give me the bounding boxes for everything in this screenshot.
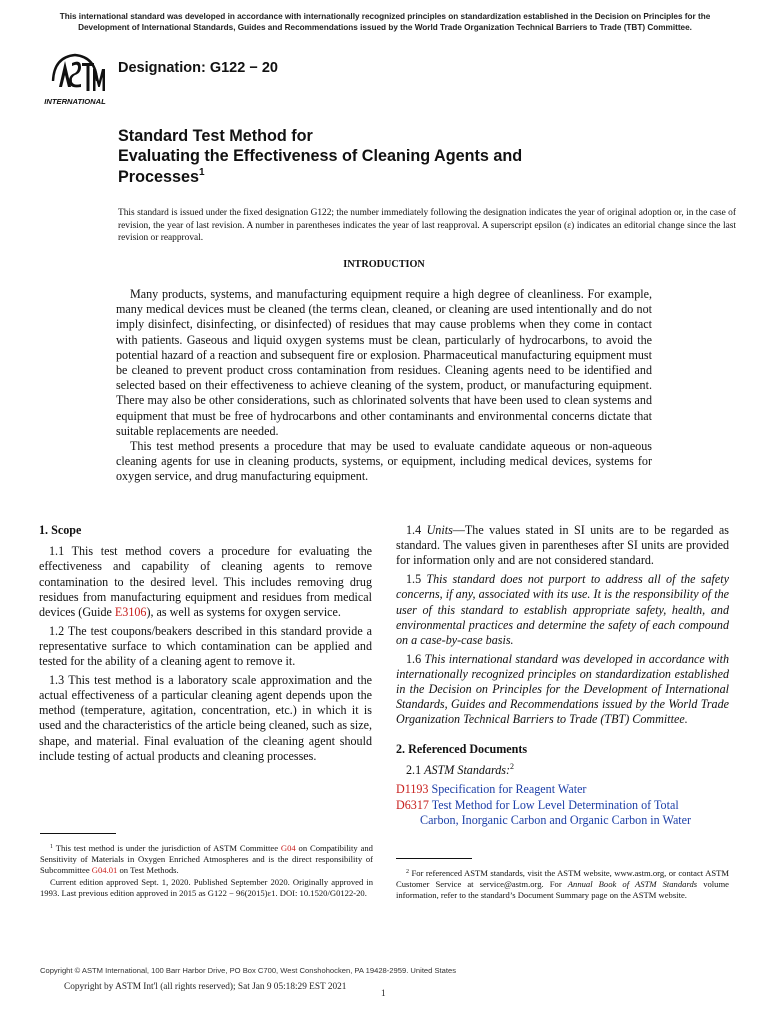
intro-paragraph: Many products, systems, and manufacturing equipment require a high degree of cleanliness. For example, many medical devices must be cleaned (the terms clean, cleaned, or cleaning are used intentionally and do not imply disinfect, disinfecting, or disinfected) of residues that may cause problems when they come in contact with patients. Gaseous and liquid oxygen systems must be clean, particularly of hydrocarbons, to avoid the potential hazard of a reaction and subsequent fire or explosion. Pharmaceutical manufacturing equipment must be cleaned to prevent product cross contamination from residues. Cleaning agents need to be identified and selected based on their effectiveness to achieve cleaning of the system, product, or manufacturing equipment. There may also be other considerations, such as chlorinated solvents that have been used to clean systems and equipment that must be free of hydrocarbons and other contaminants and environmental concerns dictate that suitable replacements are needed. (116, 287, 652, 438)
section-heading-scope: 1. Scope (39, 523, 82, 537)
reference-item[interactable] (396, 798, 729, 828)
link-g04[interactable]: G04 (280, 843, 296, 853)
astm-logo (41, 51, 109, 107)
left-column (39, 523, 372, 768)
title-line-1: Standard Test Method for (118, 127, 313, 145)
right-column (396, 523, 729, 829)
reference-code[interactable]: D1193 (396, 781, 429, 796)
astm-standards-heading: 2.1 ASTM Standards:$^2$ (406, 761, 515, 777)
reference-code[interactable]: D6317 (396, 797, 429, 812)
logo-label: INTERNATIONAL (44, 97, 106, 106)
footnote-1: $^1$ This test method is under the jurisdiction of ASTM Committee G04 on Compatibility and Sensitivity of Materials in Oxygen Enriched Atmospheres and is the direct responsibility of Subcommittee G04.01 on Test Methods. Current edition approved Sept. 1, 2020. Published September 2020. Originally approved in 1993. Last previous edition approved in 2015 as G122 − 96(2015)ε1. DOI: 10.1520/G0122-20. (40, 843, 373, 898)
document-title (118, 126, 718, 188)
reference-title-continued[interactable]: Carbon, Inorganic Carbon and Organic Carbon in Water (420, 812, 692, 827)
scope-paragraph-1-5: 1.5 This standard does not purport to address all of the safety concerns, if any, associated with its use. It is the responsibility of the user of this standard to establish appropriate safety, health, and environmental practices and determine the safety of each compound on a case-by-case basis. (396, 572, 729, 647)
title-line-3: Processes$^1$ (118, 167, 205, 186)
reference-title[interactable]: Specification for Reagent Water (428, 781, 587, 796)
introduction-text (116, 287, 652, 485)
page-number: 1 (381, 989, 386, 999)
scope-paragraph-1-1: 1.1 This test method covers a procedure for evaluating the effectiveness and capability of cleaning agents to remove contamination to the desired level. This includes removing drug residues from manufacturing equipment and residues from medical devices (Guide E3106), as well as systems for oxygen service. (39, 544, 372, 620)
issue-note: This standard is issued under the fixed designation G122; the number immediately following the designation indicates the year of original adoption or, in the case of revision, the year of last revision. A number in parentheses indicates the year of last reapproval. A superscript epsilon (ε) indicates an editorial change since the last revision or reapproval. (118, 208, 736, 243)
reference-item[interactable] (396, 782, 729, 797)
section-heading-references: 2. Referenced Documents (396, 741, 528, 756)
designation: Designation: G122 − 20 (118, 60, 278, 76)
header-notice: This international standard was developed in accordance with internationally recognized principles on standardization established in the Decision on Principles for the Development of International Standards, Guides and Recommendations issued by the World Trade Organization Technical Barriers to Trade (TBT) Committee. (59, 12, 711, 32)
link-g04-01[interactable]: G04.01 (91, 865, 118, 876)
introduction-heading: INTRODUCTION (343, 259, 425, 270)
scope-paragraph-1-6: 1.6 This international standard was developed in accordance with internationally recognized principles on standardization established in the Decision on Principles for the Development of International Standards, Guides and Recommendations issued by the World Trade Organization Technical Barriers to Trade (TBT) Committee. (396, 651, 729, 727)
footnote-divider (396, 858, 472, 859)
footnote-2: $^2$ For referenced ASTM standards, visit the ASTM website, www.astm.org, or contact ASTM Customer Service at service@astm.org. For Annual Book of ASTM Standards volume information, refer to the standard’s Document Summary page on the ASTM website. (396, 868, 729, 901)
copyright-notice: Copyright © ASTM International, 100 Barr Harbor Drive, PO Box C700, West Conshohocken, PA 19428-2959. United States (40, 966, 457, 975)
title-footnote-mark[interactable]: 1 (199, 167, 205, 178)
intro-paragraph: This test method presents a procedure that may be used to evaluate candidate aqueous or non-aqueous cleaning agents for use in cleaning products, systems, or equipment, including medical devices, systems for oxygen service, and drug manufacturing equipment. (116, 439, 652, 484)
scope-paragraph-1-3: 1.3 This test method is a laboratory scale approximation and the actual effectiveness of a particular cleaning agent depends upon the method (temperature, agitation, concentration, etc.) in which it is used and the characteristics of the article being cleaned, such as size, shape, and material. Final evaluation of the cleaning agent should include testing of actual products and cleaning processes. (39, 672, 372, 763)
scope-paragraph-1-4: 1.4 Units—The values stated in SI units are to be regarded as standard. The values given in parentheses after SI units are provided for information only and are not considered standard. (396, 523, 730, 568)
footnote-divider (40, 833, 116, 834)
scope-paragraph-1-2: 1.2 The test coupons/beakers described in this standard provide a representative surface to which contamination can be applied and tested for the ability of a cleaning agent to remove it. (39, 623, 372, 669)
link-e3106[interactable]: E3106 (114, 605, 147, 620)
title-line-2: Evaluating the Effectiveness of Cleaning Agents and (118, 147, 523, 165)
edition-note: Current edition approved Sept. 1, 2020. Published September 2020. Originally approved in 1993. Last previous edition approved in 2015 as G122 − 96(2015)ε1. DOI: 10.1520/G0122-20. (40, 876, 373, 898)
download-stamp: Copyright by ASTM Int'l (all rights reserved); Sat Jan 9 05:18:29 EST 2021 (64, 982, 347, 992)
reference-title[interactable]: Test Method for Low Level Determination of Total (428, 797, 679, 812)
